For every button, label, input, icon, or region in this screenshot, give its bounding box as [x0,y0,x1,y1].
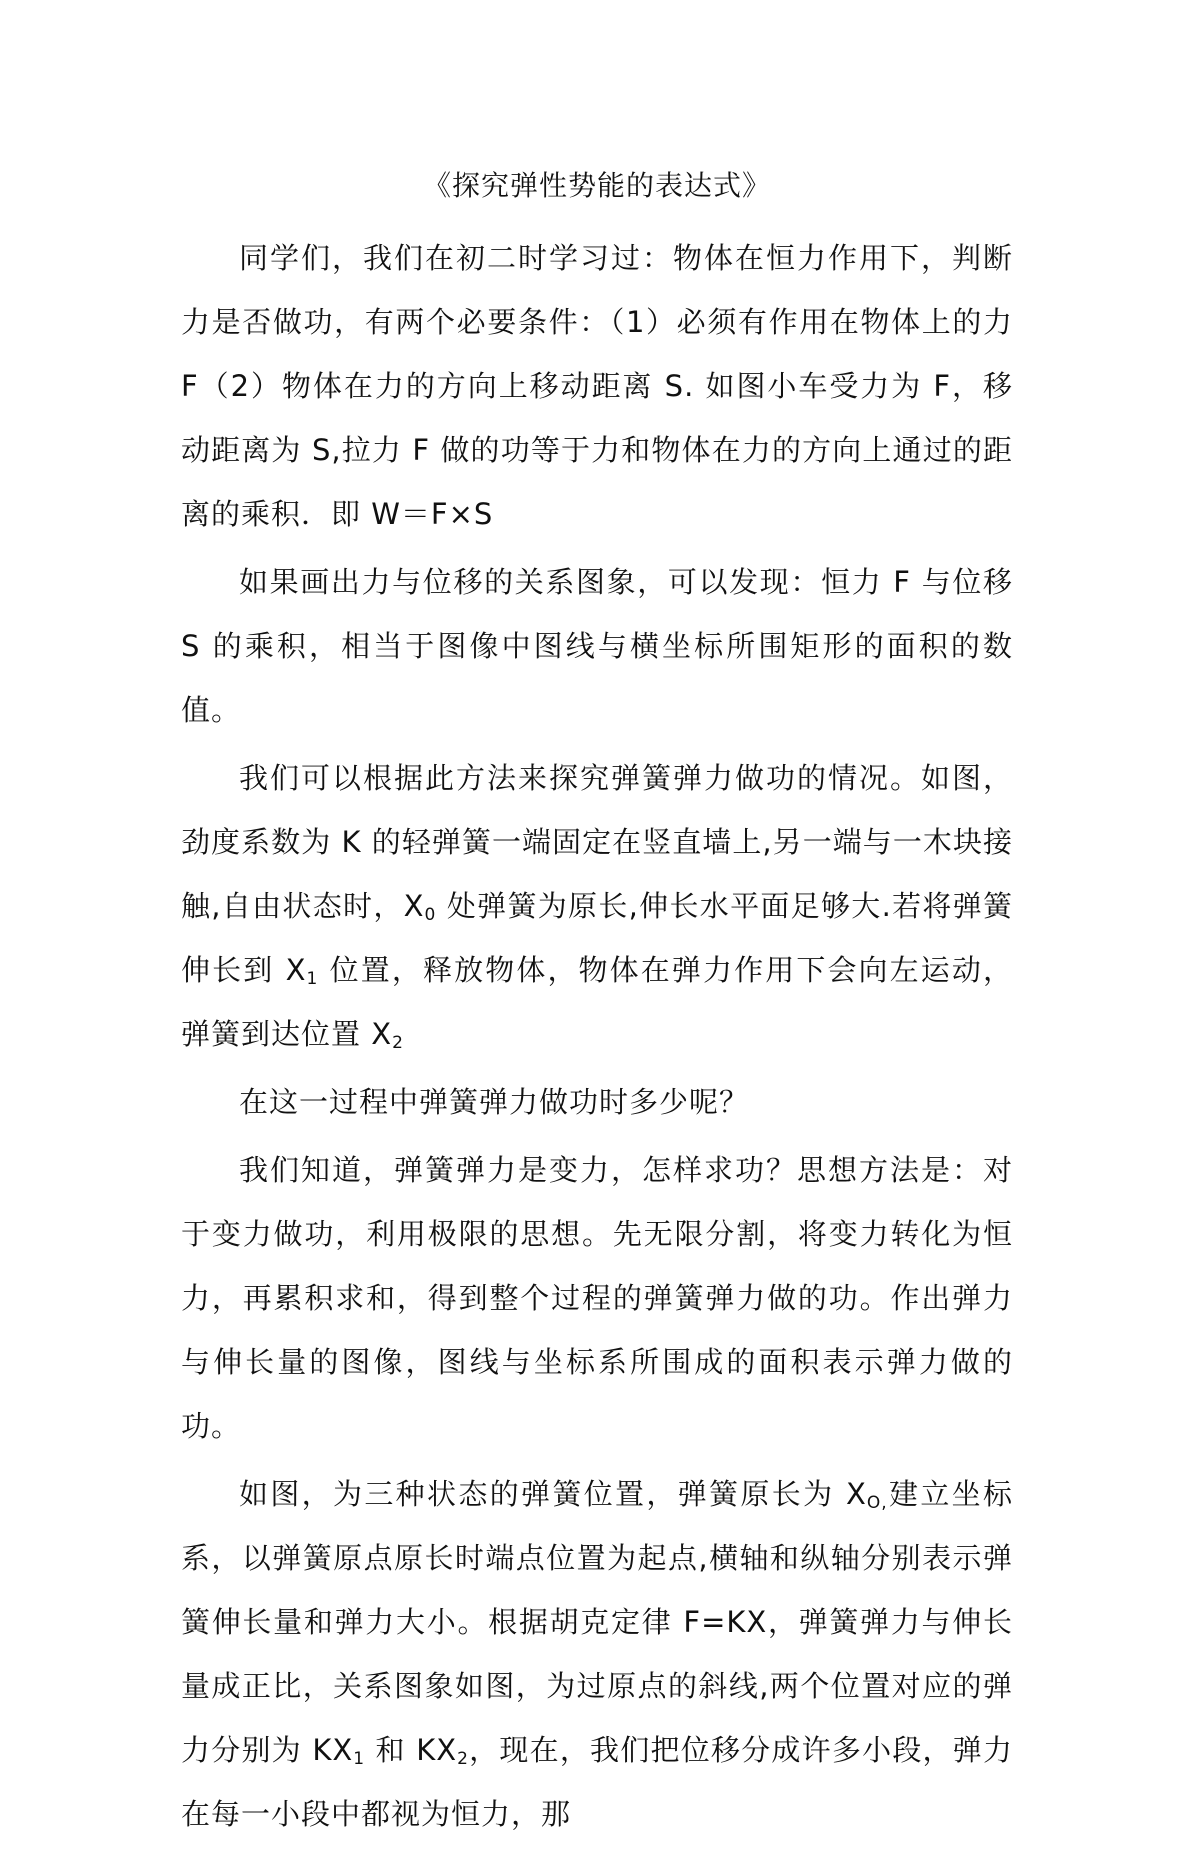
subscript-xo: O, [866,1493,888,1513]
paragraph-hooke-law [181,1462,1013,1846]
subscript-x1: 1 [306,969,319,989]
text-segment: 我们可以根据此方法来探究弹簧弹力做功的情况。如图，劲度系数为 K 的轻弹簧一端固定在竖直墙上,另一端与一木块接触,自由状态时，X [181,761,1013,923]
text-segment: 建立坐标系，以弹簧原点原长时端点位置为起点,横轴和纵轴分别表示弹簧伸长量和弹力大小。根据胡克定律 F=KX，弹簧弹力与伸长量成正比，关系图象如图，为过原点的斜线,两个位置对应的弹力分别为 KX [181,1477,1013,1767]
subscript-kx2: 2 [457,1749,469,1769]
document-title: 《探究弹性势能的表达式》 [422,169,771,202]
paragraph-force-displacement-graph: 如果画出力与位移的关系图象，可以发现：恒力 F 与位移 S 的乘积，相当于图像中图线与横坐标所围矩形的面积的数值。 [181,565,1013,727]
text-segment: 处弹簧为原长,伸长水平面足够大.若将弹簧伸长到 X [181,889,1013,987]
subscript-kx1: 1 [353,1749,366,1769]
paragraph-work-definition: 同学们，我们在初二时学习过：物体在恒力作用下，判断力是否做功，有两个必要条件：（1）必须有作用在物体上的力 F（2）物体在力的方向上移动距离 S. 如图小车受力为 F，移动距离为 S,拉力 F 做的功等于力和物体在力的方向上通过的距离的乘积．即 W＝F×S [181,241,1013,531]
text-segment: 和 KX [365,1733,458,1767]
paragraph-spring-setup [181,746,1013,1066]
paragraph-variable-force-method: 我们知道，弹簧弹力是变力，怎样求功？思想方法是：对于变力做功，利用极限的思想。先无限分割，将变力转化为恒力，再累积求和，得到整个过程的弹簧弹力做的功。作出弹力与伸长量的图像，图线与坐标系所围成的面积表示弹力做的功。 [181,1153,1013,1443]
text-segment: ，现在，我们把位移分成许多小段，弹力在每一小段中都视为恒力，那 [181,1733,1014,1831]
paragraph-question: 在这一过程中弹簧弹力做功时多少呢？ [239,1085,750,1119]
subscript-x2: 2 [392,1033,404,1053]
text-segment: 位置，释放物体，物体在弹力作用下会向左运动，弹簧到达位置 X [181,953,1013,1051]
text-segment: 如图，为三种状态的弹簧位置，弹簧原长为 X [239,1477,867,1511]
document-page [181,168,1013,1850]
subscript-x0: 0 [424,905,437,925]
